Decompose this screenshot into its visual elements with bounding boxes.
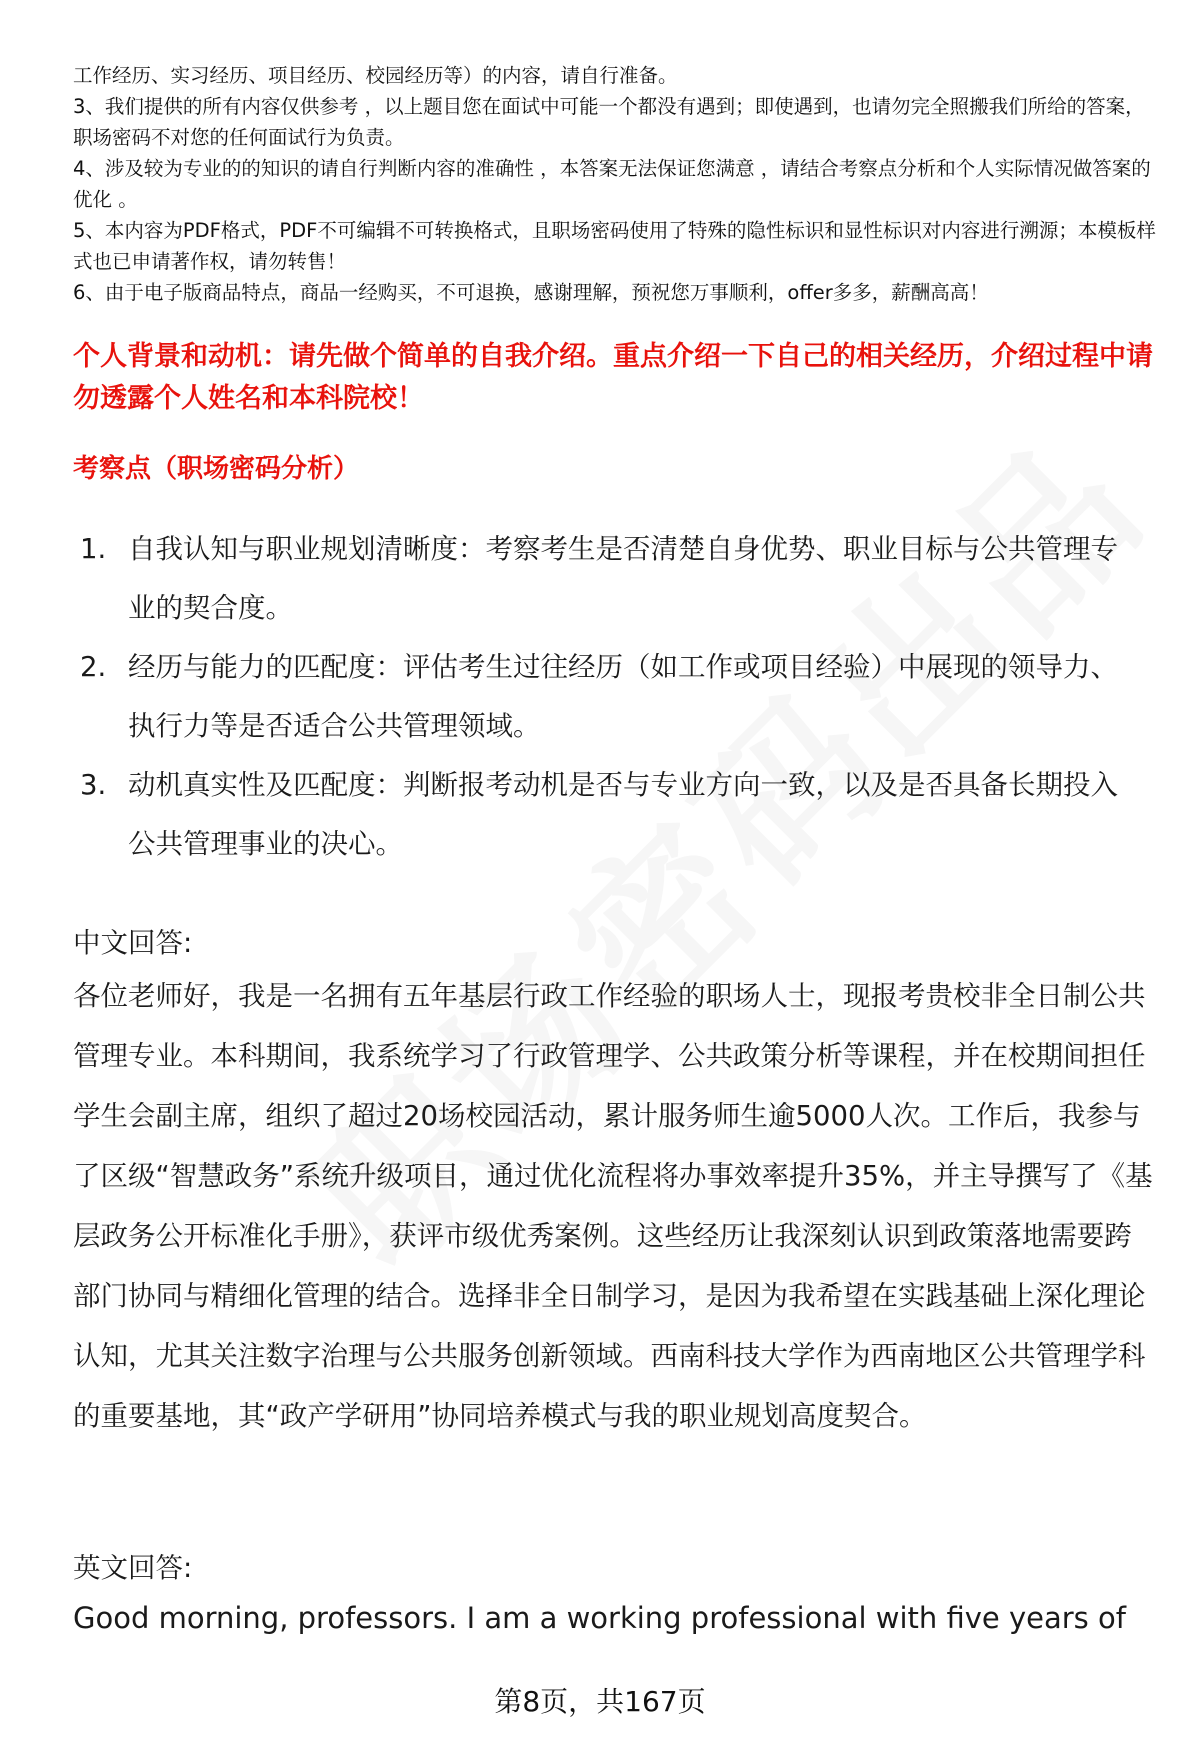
english-answer-label: 英文回答: [73,1552,193,1584]
analysis-point [80,638,1140,756]
point-text: 自我认知与职业规划清晰度：考察考生是否清楚自身优势、职业目标与公共管理专业的契合度。 [128,533,1118,624]
point-text: 动机真实性及匹配度：判断报考动机是否与专业方向一致，以及是否具备长期投入公共管理事业的决心。 [128,769,1118,860]
analysis-point [80,520,1140,638]
analysis-point [80,756,1140,874]
notes-block [73,60,1163,308]
page-number: 第8页，共167页 [494,1685,706,1718]
note-item: 工作经历、实习经历、项目经历、校园经历等）的内容，请自行准备。 [73,64,678,87]
point-text: 经历与能力的匹配度：评估考生过往经历（如工作或项目经验）中展现的领导力、执行力等是否适合公共管理领域。 [128,651,1118,742]
question-heading: 个人背景和动机：请先做个简单的自我介绍。重点介绍一下自己的相关经历，介绍过程中请勿透露个人姓名和本科院校！ [73,341,1153,414]
note-item: 3、我们提供的所有内容仅供参考 ，以上题目您在面试中可能一个都没有遇到；即使遇到，也请勿完全照搬我们所给的答案，职场密码不对您的任何面试行为负责。 [73,95,1145,149]
note-item: 6、由于电子版商品特点，商品一经购买，不可退换，感谢理解，预祝您万事顺利，offer多多，薪酬高高！ [73,281,989,304]
analysis-points [80,520,1140,874]
analysis-title: 考察点（职场密码分析） [73,454,360,484]
note-item: 4、涉及较为专业的的知识的请自行判断内容的准确性 ，本答案无法保证您满意 ，请结合考察点分析和个人实际情况做答案的优化 。 [73,157,1151,211]
chinese-answer-label: 中文回答: [73,927,193,959]
note-item: 5、本内容为PDF格式，PDF不可编辑不可转换格式，且职场密码使用了特殊的隐性标识和显性标识对内容进行溯源；本模板样式也已申请著作权，请勿转售！ [73,219,1156,273]
english-answer: Good morning, professors. I am a working professional with five years of [73,1601,1126,1635]
point-number: 1. [80,533,107,565]
point-number: 2. [80,651,107,683]
chinese-answer: 各位老师好，我是一名拥有五年基层行政工作经验的职场人士，现报考贵校非全日制公共管理专业。本科期间，我系统学习了行政管理学、公共政策分析等课程，并在校期间担任学生会副主席，组织了超过20场校园活动，累计服务师生逾5000人次。工作后，我参与了区级“智慧政务”系统升级项目，通过优化流程将办事效率提升35%，并主导撰写了《基层政务公开标准化手册》，获评市级优秀案例。这些经历让我深刻认识到政策落地需要跨部门协同与精细化管理的结合。选择非全日制学习，是因为我希望在实践基础上深化理论认知，尤其关注数字治理与公共服务创新领域。西南科技大学作为西南地区公共管理学科的重要基地，其“政产学研用”协同培养模式与我的职业规划高度契合。 [73,980,1153,1432]
point-number: 3. [80,769,107,801]
